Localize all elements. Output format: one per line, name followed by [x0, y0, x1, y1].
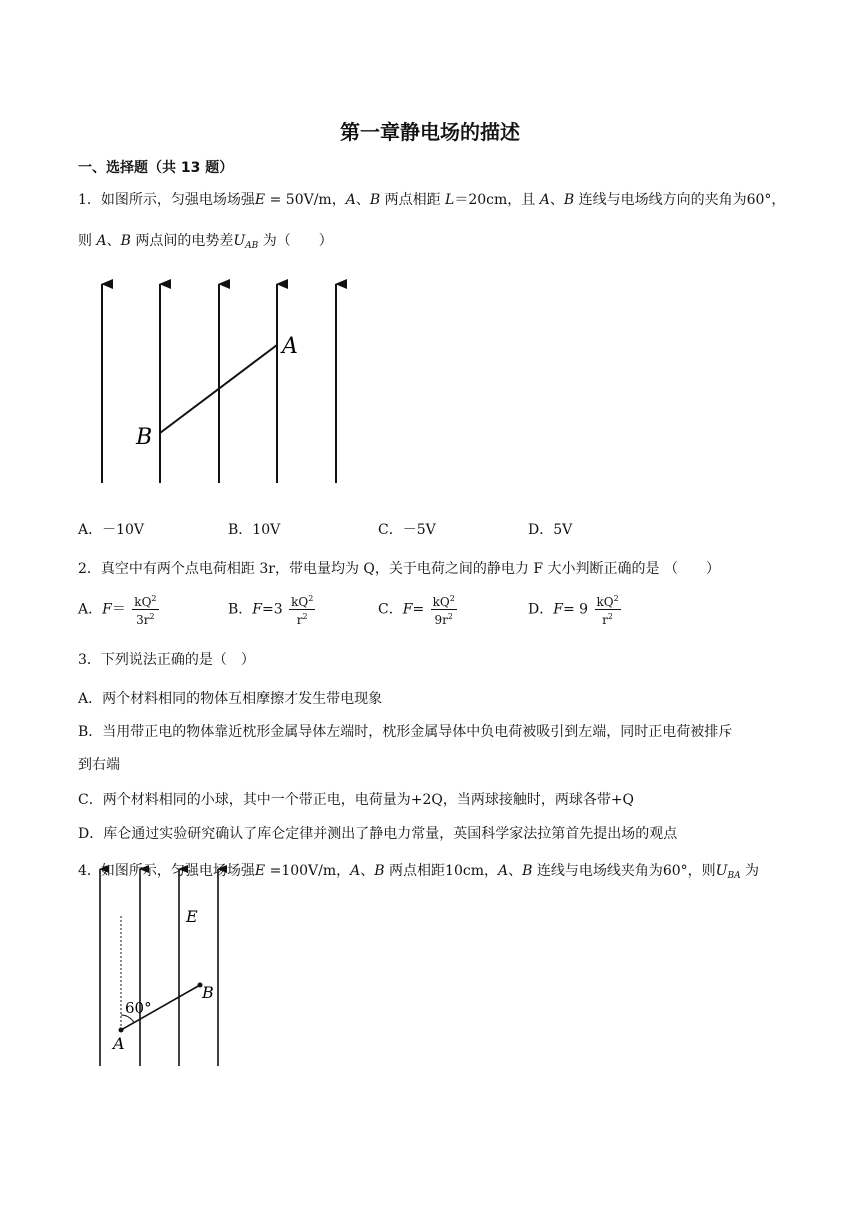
q2-option-b[interactable]	[228, 592, 317, 627]
q1-figure	[88, 278, 358, 488]
exponent: 2	[607, 612, 614, 621]
exponent: 2	[302, 612, 308, 621]
q2-stem: 2．真空中有两个点电荷相距 3r，带电量均为 Q，关于电荷之间的静电力 F 大小判断正确的是 （ ）	[78, 561, 720, 577]
q1-subscript: AB	[245, 241, 259, 251]
q4-var-b: B	[522, 863, 533, 879]
option-prefix: D．	[528, 601, 554, 618]
numerator	[132, 592, 158, 610]
q1-option-d[interactable]: D．5V	[528, 522, 573, 538]
q1-text: 两点间的电势差	[130, 233, 234, 249]
q4-text: 4．如图所示，匀强电场场强	[78, 863, 255, 879]
q4-figure	[90, 864, 240, 1070]
q1-field-lines	[102, 284, 336, 483]
q4-var-b: B	[374, 863, 385, 879]
q3-option-a[interactable]: A．两个材料相同的物体互相摩擦才发生带电现象	[78, 691, 383, 707]
q4-angle-label: 60°	[125, 999, 152, 1017]
var-f: F	[402, 601, 413, 618]
fraction	[132, 592, 158, 627]
q3-stem: 3．下列说法正确的是（ ）	[78, 652, 255, 668]
q1-var-a: A	[96, 233, 107, 249]
q1-text: 两点相距	[380, 192, 446, 208]
q3-option-b-cont: 到右端	[78, 757, 120, 773]
q2-option-a[interactable]	[78, 592, 161, 627]
numerator-text: kQ	[596, 595, 614, 609]
numerator	[289, 592, 315, 610]
q3-option-b[interactable]: B．当用带正电的物体靠近枕形金属导体左端时，枕形金属导体中负电荷被吸引到左端，同时正电荷被排斥	[78, 724, 733, 740]
var-f: F	[553, 601, 563, 618]
page-title: 第一章静电场的描述	[340, 120, 520, 144]
q1-var-b: B	[563, 192, 575, 208]
q1-stem-line2	[78, 230, 333, 251]
q1-option-a[interactable]: A．－10V	[78, 522, 145, 538]
q4-var-a: A	[350, 863, 361, 879]
option-prefix: C．	[378, 601, 403, 618]
q4-text: 连线与电场线夹角为60°，则	[532, 863, 716, 879]
q4-text: 为	[740, 863, 760, 879]
q4-text: 、	[508, 863, 523, 879]
q1-label-a: A	[282, 334, 298, 359]
var-f: F	[102, 601, 112, 618]
q1-text: 、	[106, 233, 121, 249]
denominator-text: r	[296, 613, 303, 627]
q1-text: 、	[549, 192, 564, 208]
denominator	[431, 610, 457, 627]
q1-var-u: U	[233, 233, 246, 249]
q3-option-d[interactable]: D．库仑通过实验研究确认了库仑定律并测出了静电力常量，英国科学家法拉第首先提出场的观点	[78, 826, 678, 842]
numerator-text: kQ	[432, 595, 450, 609]
q4-label-a: A	[113, 1034, 125, 1053]
exponent: 2	[308, 594, 314, 603]
q4-subscript: BA	[727, 871, 741, 881]
fraction	[595, 592, 621, 627]
q1-option-b[interactable]: B．10V	[228, 522, 281, 538]
q1-var-b: B	[120, 233, 131, 249]
q4-text: 两点相距10cm，	[384, 863, 498, 879]
q1-var-e: E	[254, 192, 266, 208]
q1-text: 、	[355, 192, 370, 208]
q2-option-d[interactable]	[528, 592, 623, 627]
denominator	[289, 610, 315, 627]
denominator-text: r	[602, 613, 608, 627]
exponent: 2	[447, 612, 453, 621]
q4-var-e: E	[254, 863, 266, 879]
fraction	[431, 592, 457, 627]
exponent: 2	[151, 594, 157, 603]
q2-option-c[interactable]	[378, 592, 459, 627]
q3-option-c[interactable]: C．两个材料相同的小球，其中一个带正电，电荷量为+2Q，当两球接触时，两球各带+Q	[78, 792, 635, 808]
q4-label-b: B	[202, 983, 214, 1002]
option-prefix: B．	[228, 601, 253, 618]
equals: =	[412, 601, 425, 618]
q1-option-c[interactable]: C．－5V	[378, 522, 436, 538]
section-heading: 一、选择题（共 13 题）	[78, 160, 234, 176]
q4-text: 、	[360, 863, 375, 879]
q1-var-b: B	[369, 192, 381, 208]
q1-var-a: A	[345, 192, 356, 208]
fraction	[289, 592, 315, 627]
q1-text: = 50V/m，	[265, 192, 346, 208]
denominator-text: 9r	[434, 613, 448, 627]
equals: ＝	[111, 601, 126, 618]
q1-stem-line1	[78, 189, 785, 209]
q1-text: 则	[78, 233, 97, 249]
q1-text: ＝20cm，且	[454, 192, 540, 208]
q4-label-e: E	[186, 907, 198, 926]
q4-text: =100V/m，	[265, 863, 351, 879]
q4-var-u: U	[715, 863, 728, 879]
denominator	[595, 610, 621, 627]
q1-text: 为（ ）	[258, 233, 333, 249]
exponent: 2	[149, 612, 155, 621]
exponent: 2	[449, 594, 455, 603]
q4-var-a: A	[497, 863, 509, 879]
denominator-text: 3r	[136, 613, 150, 627]
q1-text: 1．如图所示，匀强电场场强	[78, 192, 255, 208]
q1-text: 连线与电场线方向的夹角为60°，	[574, 192, 786, 208]
denominator	[132, 610, 158, 627]
numerator-text: kQ	[134, 595, 152, 609]
equals: =3	[262, 601, 283, 618]
numerator-text: kQ	[291, 595, 309, 609]
q1-var-l: L	[445, 192, 455, 208]
numerator	[595, 592, 621, 610]
q4-point-a	[119, 1028, 124, 1033]
q1-label-b: B	[136, 425, 153, 450]
numerator	[431, 592, 457, 610]
exponent: 2	[613, 594, 619, 603]
equals: = 9	[562, 601, 589, 618]
option-prefix: A．	[78, 601, 103, 618]
var-f: F	[252, 601, 263, 618]
q1-var-a: A	[539, 192, 550, 208]
